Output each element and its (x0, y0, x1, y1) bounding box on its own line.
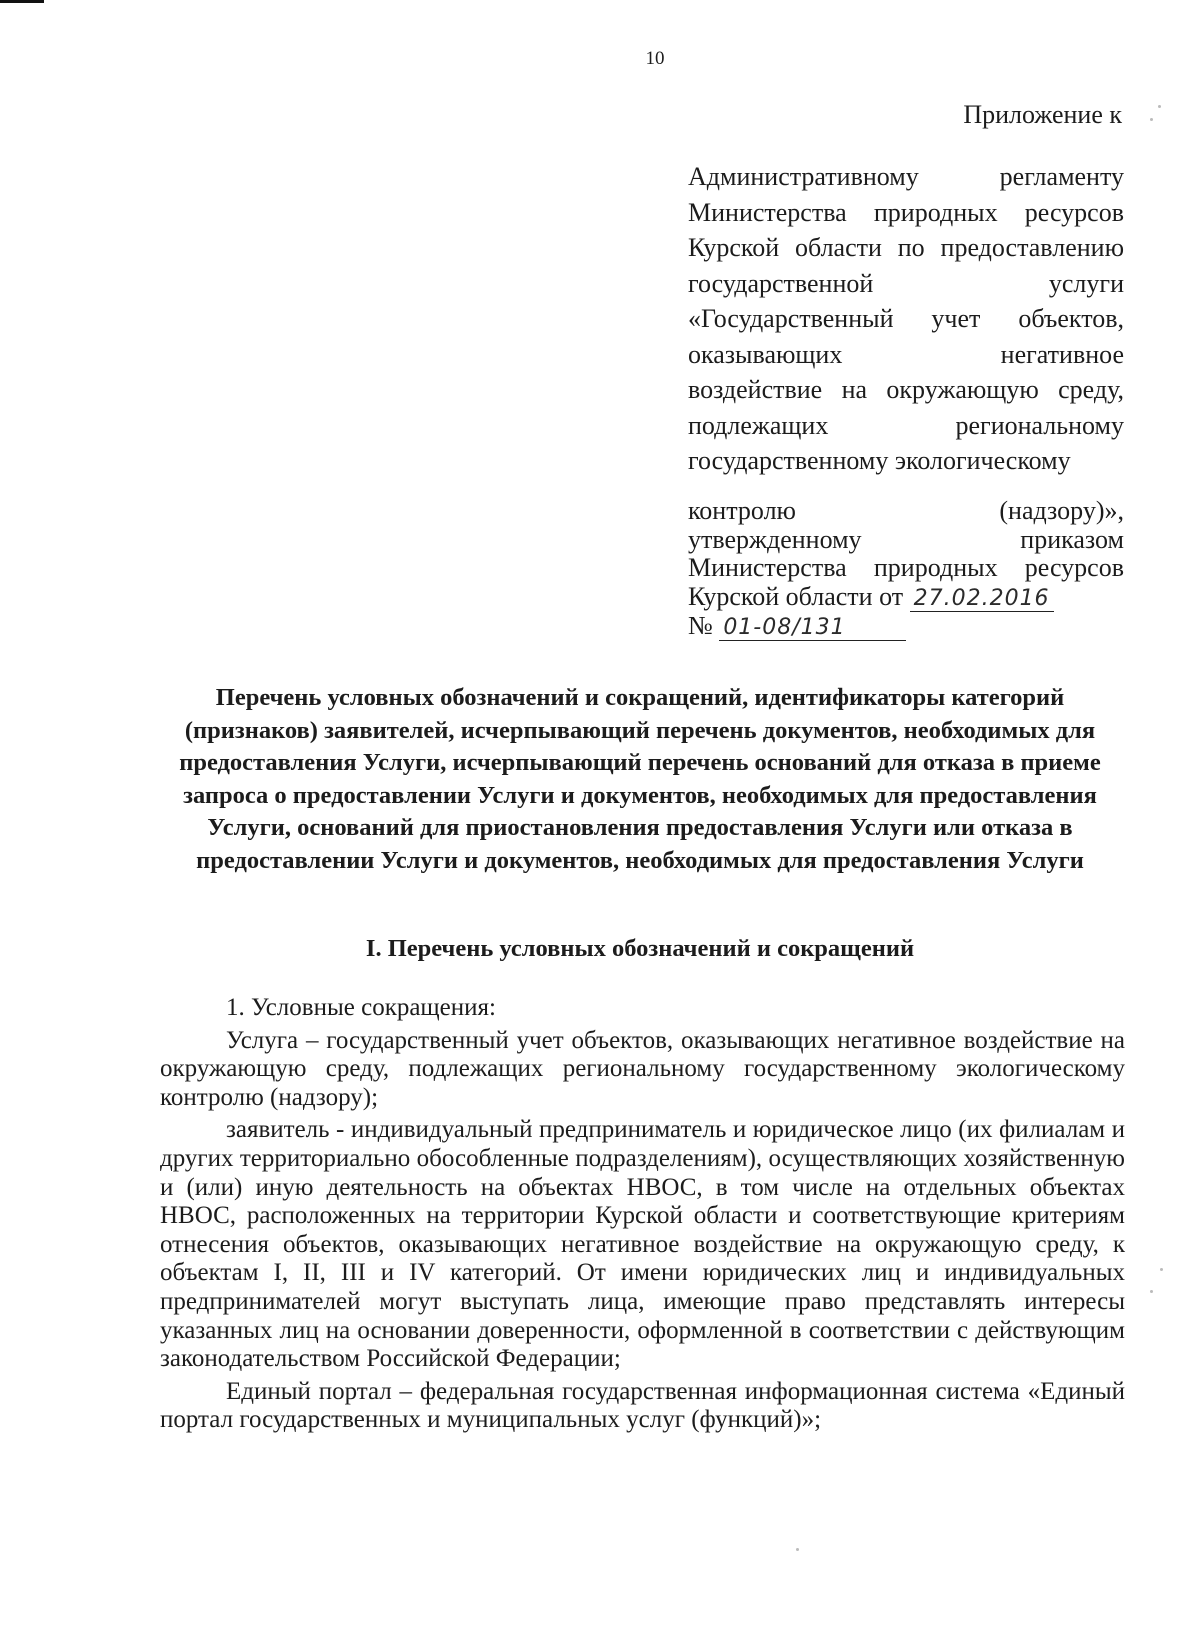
approval-date-prefix: Курской области от (688, 581, 904, 611)
approval-number-prefix: № (688, 610, 713, 640)
approval-date-line (688, 583, 1124, 612)
scan-speck (1150, 1290, 1153, 1293)
approval-line: Административному регламенту (688, 162, 1124, 191)
approval-line: «Государственный учет объектов, (688, 304, 1124, 333)
handwritten-number: 01-08/131 (719, 616, 905, 641)
approval-line: утвержденному приказом (688, 524, 1124, 554)
scan-speck (1158, 105, 1161, 108)
handwritten-date: 27.02.2016 (910, 587, 1054, 612)
approval-line: государственному экологическому (688, 446, 1071, 475)
scan-speck (796, 1548, 799, 1551)
page-number: 10 (645, 48, 665, 69)
paragraph: Единый портал – федеральная государственная информационная система «Единый портал государственных и муниципальных услуг (функций)»; (160, 1377, 1125, 1434)
approval-block-continued (688, 497, 1124, 641)
document-title: Перечень условных обозначений и сокращений, идентификаторы категорий (признаков) заявителей, исчерпывающий перечень документов, необходимых для предоставления Услуги, исчерпывающий перечень оснований для отказа в приеме запроса о предоставлении Услуги и документов, необходимых для предоставления Услуги, оснований для приостановления предоставления Услуги или отказа в предоставлении Услуги и документов, необходимых для предоставления Услуги (179, 684, 1101, 874)
approval-line: оказывающих негативное (688, 339, 1124, 369)
approval-line: воздействие на окружающую среду, (688, 375, 1124, 404)
body-text (160, 994, 1125, 1435)
approval-line: Министерства природных ресурсов (688, 197, 1124, 227)
paragraph: заявитель - индивидуальный предприниматель и юридическое лицо (их филиалам и других территориально обособленные подразделениям), осуществляющих хозяйственную и (или) иную деятельность на объектах НВОС, в том числе на отдельных объектах НВОС, расположенных на территории Курской области и соответствующие критериям отнесения объектов, оказывающих негативное воздействие на окружающую среду, к объектам I, II, III и IV категорий. От имени юридических лиц и индивидуальных предпринимателей могут выступать лица, имеющие право представлять интересы указанных лиц на основании доверенности, оформленной в соответствии с действующим законодательством Российской Федерации; (160, 1116, 1125, 1373)
section-heading: I. Перечень условных обозначений и сокращений (365, 935, 915, 962)
approval-line: подлежащих региональному (688, 410, 1124, 440)
approval-line: Министерства природных ресурсов (688, 553, 1124, 582)
approval-line: государственной услуги (688, 268, 1124, 298)
scan-edge-mark (0, 0, 44, 3)
approval-line: Курской области по предоставлению (688, 233, 1124, 262)
approval-number-line (688, 612, 1124, 641)
scan-speck (1160, 1268, 1163, 1271)
appendix-title: Приложение к (963, 100, 1122, 129)
approval-line: контролю (надзору)», (688, 496, 1124, 525)
paragraph: Услуга – государственный учет объектов, оказывающих негативное воздействие на окружающую среду, подлежащих региональному государственному экологическому контролю (надзору); (160, 1026, 1125, 1111)
paragraph: 1. Условные сокращения: (226, 994, 496, 1021)
approval-block (688, 159, 1124, 479)
scan-speck (1150, 118, 1153, 121)
